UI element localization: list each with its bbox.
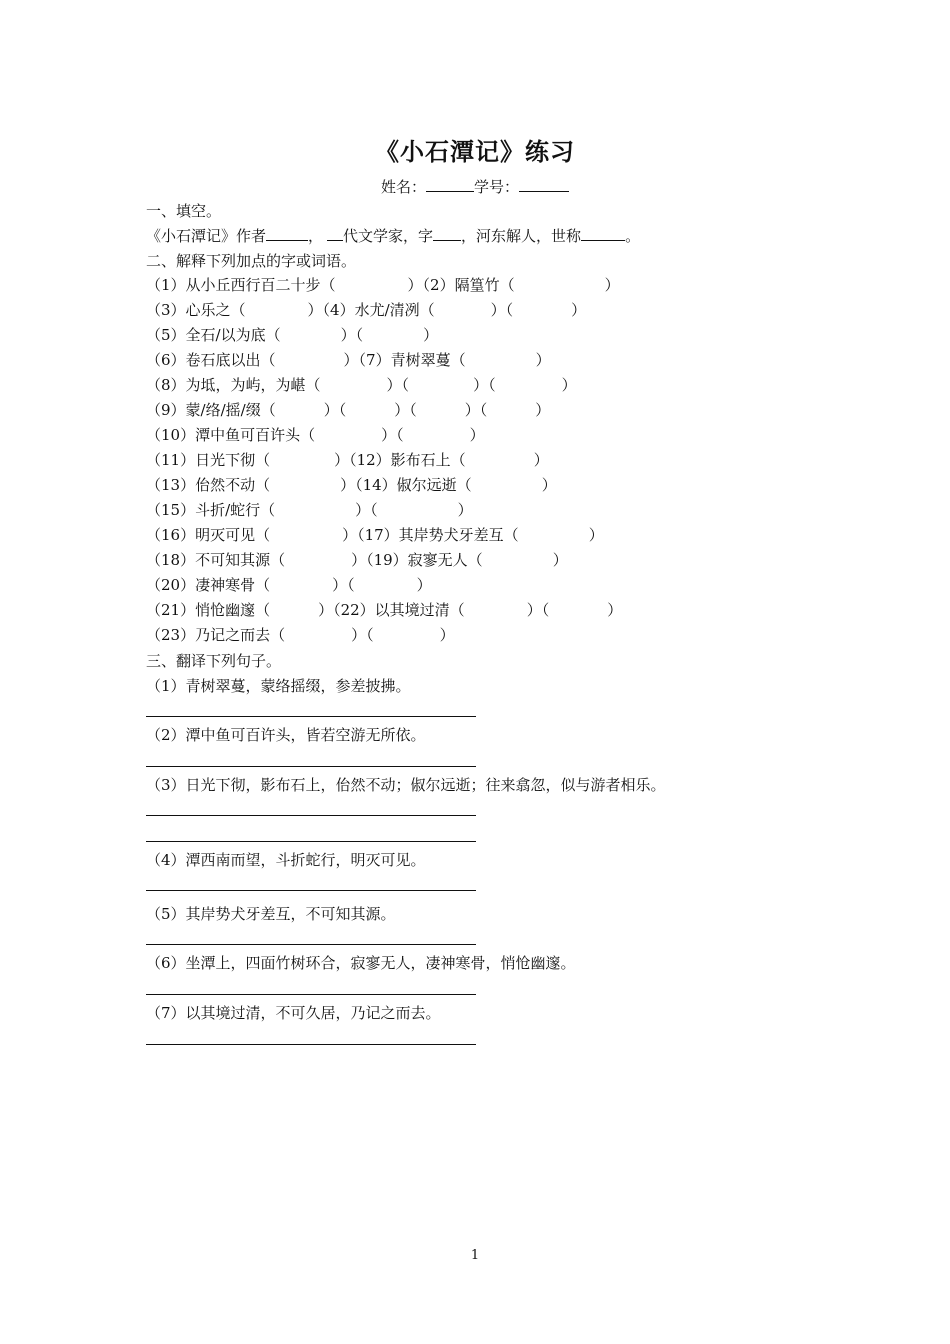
gloss-row (146, 400, 550, 420)
gloss-text: ）（ (526, 601, 550, 619)
gloss-text: （8）为坻，为屿，为嵁（ (146, 376, 321, 394)
fill-blank-title[interactable] (581, 226, 625, 241)
answer-line[interactable] (146, 944, 476, 945)
translate-item: （4）潭西南而望，斗折蛇行，明灭可见。 (146, 851, 426, 869)
gloss-text: （3）心乐之（ (146, 301, 246, 319)
gloss-text: ）（ (490, 301, 514, 319)
section1-heading: 一、填空。 (146, 202, 222, 220)
gloss-row (146, 350, 551, 370)
name-label: 姓名： (380, 178, 426, 196)
gloss-text: （16）明灭可见（ (146, 526, 271, 544)
gloss-row (146, 300, 586, 320)
gloss-text: ） (552, 551, 568, 569)
gloss-text: （20）凄神寒骨（ (146, 576, 271, 594)
translate-item: （7）以其境过清，不可久居，乃记之而去。 (146, 1004, 441, 1022)
fill-text: 。 (625, 227, 641, 245)
gloss-text: ）（22）以其境过清（ (318, 601, 465, 619)
gloss-text: ）（ (340, 326, 364, 344)
gloss-text: ） (533, 451, 549, 469)
translate-item: （6）坐潭上，四面竹树环合，寂寥无人，凄神寒骨，悄怆幽邃。 (146, 954, 576, 972)
fill-text: 代文学家，字 (343, 227, 434, 245)
gloss-text: （10）潭中鱼可百许头（ (146, 426, 316, 444)
gloss-text: （21）悄怆幽邃（ (146, 601, 271, 619)
section3-heading: 三、翻译下列句子。 (146, 652, 282, 670)
gloss-text: ） (457, 501, 473, 519)
gloss-text: ） (416, 576, 432, 594)
fill-text: 《小石潭记》作者 (146, 227, 267, 245)
gloss-row (146, 450, 549, 470)
id-label: 学号： (474, 178, 520, 196)
gloss-text: ）（ (355, 501, 378, 519)
gloss-text: ）（ (394, 401, 417, 419)
gloss-text: ） (607, 601, 623, 619)
gloss-text: （9）蒙/络/摇/缀（ (146, 401, 276, 419)
gloss-text: （18）不可知其源（ (146, 551, 286, 569)
gloss-row (146, 575, 432, 595)
gloss-row (146, 525, 604, 545)
gloss-text: ）（ (473, 376, 496, 394)
gloss-text: ） (561, 376, 577, 394)
gloss-text: （5）全石/以为底（ (146, 326, 281, 344)
answer-line[interactable] (146, 994, 476, 995)
gloss-text: （23）乃记之而去（ (146, 626, 286, 644)
gloss-row (146, 625, 455, 645)
gloss-row (146, 475, 557, 495)
gloss-text: ） (469, 426, 485, 444)
fill-in-line (146, 226, 640, 246)
answer-line[interactable] (146, 841, 476, 842)
gloss-text: ）（ (386, 376, 410, 394)
gloss-text: （11）日光下彻（ (146, 451, 271, 469)
gloss-text: （1）从小丘西行百二十步（ (146, 276, 336, 294)
gloss-text: ） (535, 351, 551, 369)
gloss-text: ） (423, 326, 439, 344)
gloss-text: ）（2）隔篁竹（ (407, 276, 515, 294)
fill-blank-courtesy[interactable] (433, 226, 461, 241)
name-blank[interactable] (426, 177, 474, 192)
answer-line[interactable] (146, 716, 476, 717)
translate-item: （1）青树翠蔓，蒙络摇缀，参差披拂。 (146, 677, 411, 695)
translate-item: （2）潭中鱼可百许头，皆若空游无所依。 (146, 726, 426, 744)
gloss-text: ）（7）青树翠蔓（ (343, 351, 466, 369)
answer-line[interactable] (146, 890, 476, 891)
gloss-text: ） (535, 401, 551, 419)
gloss-row (146, 275, 620, 295)
gloss-text: ）（ (464, 401, 488, 419)
gloss-text: ）（4）水尤/清冽（ (307, 301, 435, 319)
gloss-text: ）（17）其岸势犬牙差互（ (342, 526, 519, 544)
gloss-text: ）（ (332, 576, 355, 594)
answer-line[interactable] (146, 1044, 476, 1045)
gloss-row (146, 600, 622, 620)
gloss-text: ） (588, 526, 604, 544)
student-info (0, 176, 950, 197)
gloss-text: ）（12）影布石上（ (334, 451, 466, 469)
id-blank[interactable] (519, 177, 569, 192)
gloss-text: ）（19）寂寥无人（ (351, 551, 483, 569)
fill-blank-author[interactable] (266, 226, 308, 241)
gloss-row (146, 325, 438, 345)
translate-item: （5）其岸势犬牙差互，不可知其源。 (146, 905, 396, 923)
gloss-row (146, 425, 485, 445)
page-title: 《小石潭记》练习 (375, 137, 575, 166)
fill-text: ， (308, 227, 324, 245)
fill-text: ，河东解人，世称 (461, 227, 582, 245)
page-number: 1 (470, 1248, 480, 1263)
gloss-text: （15）斗折/蛇行（ (146, 501, 276, 519)
fill-blank-dynasty[interactable] (327, 226, 343, 241)
gloss-text: ） (571, 301, 587, 319)
translate-item: （3）日光下彻，影布石上，佁然不动；俶尔远逝；往来翕忽，似与游者相乐。 (146, 776, 666, 794)
gloss-text: ）（ (381, 426, 404, 444)
gloss-text: ）（ (323, 401, 347, 419)
section2-heading: 二、解释下列加点的字或词语。 (146, 252, 357, 270)
gloss-text: （13）佁然不动（ (146, 476, 271, 494)
gloss-text: ） (604, 276, 620, 294)
answer-line[interactable] (146, 815, 476, 816)
gloss-row (146, 500, 473, 520)
gloss-text: ） (439, 626, 455, 644)
gloss-text: （6）卷石底以出（ (146, 351, 276, 369)
gloss-text: ）（14）俶尔远逝（ (340, 476, 472, 494)
answer-line[interactable] (146, 766, 476, 767)
gloss-row (146, 550, 568, 570)
gloss-row (146, 375, 577, 395)
gloss-text: ）（ (351, 626, 374, 644)
gloss-text: ） (541, 476, 557, 494)
